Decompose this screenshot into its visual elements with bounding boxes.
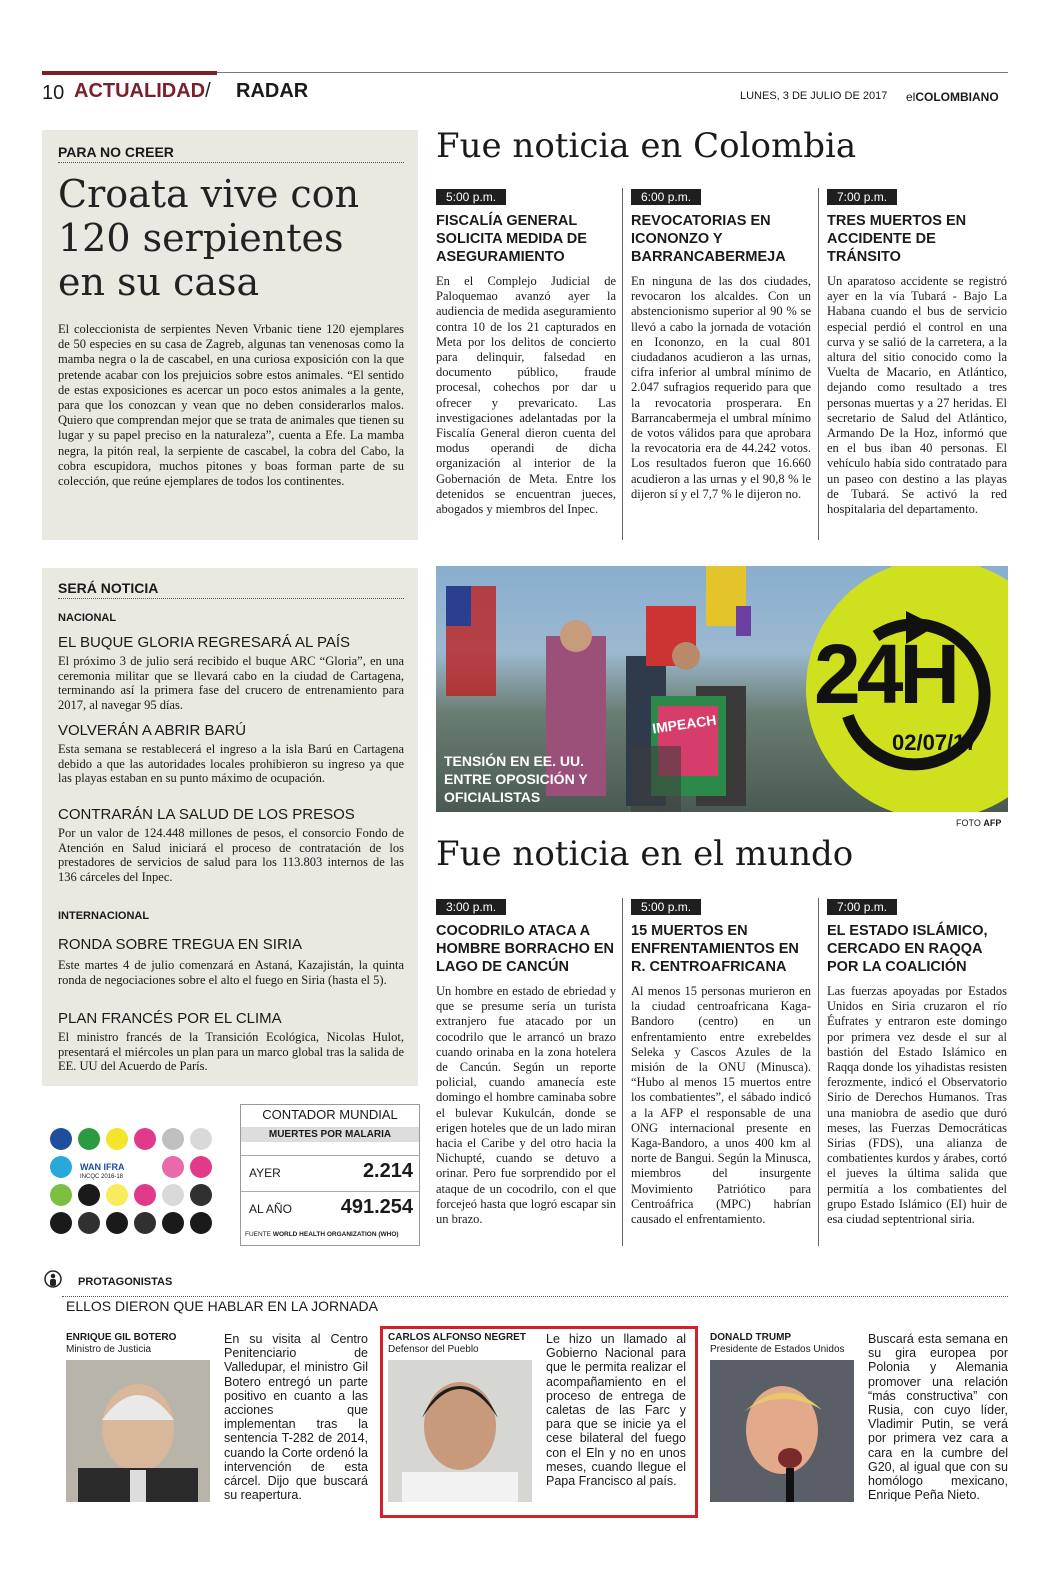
column-divider — [818, 898, 819, 1246]
news-title: EL ESTADO ISLÁMICO, CERCADO EN RAQQA POR LA COALICIÓN — [827, 923, 988, 975]
color-dot — [134, 1184, 156, 1206]
color-dot — [106, 1212, 128, 1234]
sera-noticia-box — [42, 568, 418, 1086]
nacional-label: NACIONAL — [58, 612, 117, 624]
color-dot — [50, 1128, 72, 1150]
protagonist-role: Defensor del Pueblo — [388, 1344, 479, 1355]
para-no-creer-body: El coleccionista de serpientes Neven Vrbanic tiene 120 ejemplares de 50 especies en su casa de Zagreb, algunas tan venenosas como la mamba negra o la de cascabel, en una curiosa exposición con la que pretende acabar con los prejuicios sobre estos animales. “El sentido de estas exposiciones es acercar un poco estos animales a la gente, para que los conozcan y vean que no deben considerarlos malos. Quiero que comprendan mejor que se trata de animales que tienen su lugar y su papel preciso en la naturaleza”, cuenta a Efe. La mamba negra, la pitón real, la serpiente de cascabel, la cobra del Cabo, la cobra escupidora, muchos pitones y boas forman parte de su colección, que reúne ejemplares de todos los continentes. — [58, 322, 404, 489]
color-dot — [190, 1156, 212, 1178]
page-number: 10 — [42, 82, 65, 104]
protagonist-role: Presidente de Estados Unidos — [710, 1344, 845, 1355]
protagonist-role: Ministro de Justicia — [66, 1344, 152, 1355]
news-title: FISCALÍA GENERAL SOLICITA MEDIDA DE ASEGURAMIENTO — [436, 213, 587, 265]
colombia-heading: Fue noticia en Colombia — [436, 126, 857, 166]
color-dot — [190, 1212, 212, 1234]
nacional-2-title: VOLVERÁN A ABRIR BARÚ — [58, 722, 247, 739]
protagonist-name: ENRIQUE GIL BOTERO — [66, 1332, 177, 1343]
contador-title: CONTADOR MUNDIAL — [262, 1107, 398, 1122]
internacional-2-title: PLAN FRANCÉS POR EL CLIMA — [58, 1010, 282, 1027]
column-divider — [622, 188, 623, 540]
news-body: Las fuerzas apoyadas por Estados Unidos en Siria cruzaron el río Éufrates y entraron este domingo por primera vez desde el sur al bastión del Estado Islámico en Raqqa donde los yihadistas resisten ferozmente, indicó el Observatorio Sirio de Derechos Humanos. Tras una maniobra de asedio que duró meses, las Fuerzas Democráticas Sirias (FDS), una alianza de combatientes kurdos y árabes, cortó el jueves la última salida que permitía a los combatientes del grupo Estado Islámico (EI) huir de esa ciudad septentrional siria. — [827, 984, 1007, 1227]
color-dot — [78, 1184, 100, 1206]
protagonist-photo — [710, 1360, 854, 1502]
contador-source: FUENTE WORLD HEALTH ORGANIZATION (WHO) — [245, 1231, 399, 1238]
news-body: En el Complejo Judicial de Paloquemao avanzó ayer la audiencia de medida aseguramiento contra 10 de los 21 capturados en Meta por los delitos de concierto para delinquir, falsedad en documento público, fraude procesal, cohechos por dar u ofrecer y prevaricato. Las investigaciones adelantadas por la Fiscalía General dieron cuenta del modus operandi de dicha organización al interior de la Gobernación de Meta. Entre los detenidos se encuentran jueces, abogados y miembros del Inpec. — [436, 274, 616, 517]
contador-box — [240, 1104, 420, 1246]
colombia-col-2 — [631, 188, 811, 502]
wan-ifra-logo: WAN IFRA — [80, 1162, 125, 1172]
mundo-col-3 — [827, 898, 1007, 1227]
color-dot — [106, 1184, 128, 1206]
nacional-3-body: Por un valor de 124.448 millones de pesos, el consorcio Fondo de Atención en Salud iniciará el proceso de contratación de los prestadores de servicios de salud para los 113.803 internos de las 136 cárceles del Inpec. — [58, 826, 404, 884]
protagonistas-kicker: PROTAGONISTAS — [78, 1276, 173, 1288]
color-dot — [78, 1128, 100, 1150]
news-body: Un aparatoso accidente se registró ayer en la vía Tubará - Bajo La Habana cuando el bus de servicio especial perdió el control en una curva y se salió de la carretera, a la altura del sitio conocido como la Vuelta de Macario, en Atlántico, dejando como resultado a tres personas muertas y a 27 heridas. El secretario de Salud del Atlántico, Armando De la Hoz, informó que en el bus iban 40 personas. El vehículo había sido contratado para un paseo con destino a las playas de Tubará. Se activó la red hospitalaria del departamento. — [827, 274, 1007, 517]
section-title: ACTUALIDAD/ — [74, 80, 211, 102]
protagonist-name: CARLOS ALFONSO NEGRET — [388, 1332, 526, 1343]
badge-date: 02/07/17 — [892, 730, 978, 755]
header-accent-bar — [42, 71, 217, 75]
time-badge: 3:00 p.m. — [436, 899, 506, 915]
wan-ifra-sub: INCQC 2016-18 — [80, 1174, 124, 1180]
news-body: En ninguna de las dos ciudades, revocaron los alcaldes. Con un abstencionismo superior al 90 % se llevó a cabo la jornada de votación en Icononzo, en la cual 801 ciudadanos acudieron a las urnas, cifra inferior al umbral mínimo de 2.047 sufragios requerido para que la revocatoria prosperara. En Barrancabermeja el umbral mínimo de votos válidos para que aprobara la revocatoria era de 44.242 votos. Los resultados fueron que 16.660 acudieron a las urnas y el 90,8 % le dijeron sí y el 7,7 % le dijeron no. — [631, 274, 811, 501]
time-badge: 6:00 p.m. — [631, 189, 701, 205]
nacional-2-body: Esta semana se restablecerá el ingreso a la isla Barú en Cartagena debido a que las autoridades locales prohibieron su ingreso ya que las playas estaban en su punto máximo de ocupación. — [58, 742, 404, 786]
protagonist-1 — [66, 1332, 366, 1502]
badge-24h: 24H — [814, 627, 957, 721]
protagonist-2 — [388, 1332, 692, 1502]
color-dot — [134, 1128, 156, 1150]
colombia-col-1 — [436, 188, 616, 517]
contador-label: AYER — [249, 1166, 281, 1180]
color-dot — [162, 1128, 184, 1150]
person-icon — [44, 1270, 62, 1292]
color-dot — [162, 1156, 184, 1178]
color-dot — [106, 1128, 128, 1150]
mundo-heading: Fue noticia en el mundo — [436, 834, 854, 874]
para-no-creer-title: Croata vive con 120 serpientes en su casa — [58, 172, 360, 304]
color-dot — [134, 1212, 156, 1234]
protagonist-photo — [66, 1360, 210, 1502]
color-dot — [50, 1212, 72, 1234]
protagonist-name: DONALD TRUMP — [710, 1332, 792, 1343]
time-badge: 5:00 p.m. — [436, 189, 506, 205]
protagonist-text: En su visita al Centro Penitenciario de Valledupar, el ministro Gil Botero entregó un parte positivo en cuanto a las acciones que implementan tras la sentencia T-282 de 2014, cuando la Corte ordenó la intervención de esta cárcel. Dijo que buscará su reapertura. — [224, 1332, 368, 1503]
contador-value: 2.214 — [362, 1160, 413, 1182]
contador-label: AL AÑO — [249, 1202, 292, 1216]
news-title: 15 MUERTOS EN ENFRENTAMIENTOS EN R. CENTROAFRICANA — [631, 923, 799, 975]
time-badge: 7:00 p.m. — [827, 899, 897, 915]
color-dot — [78, 1212, 100, 1234]
sign-text: IMPEACH — [651, 711, 718, 737]
contador-row-ayer — [241, 1155, 419, 1188]
internacional-1-title: RONDA SOBRE TREGUA EN SIRIA — [58, 936, 302, 953]
sera-noticia-kicker: SERÁ NOTICIA — [58, 580, 404, 599]
nacional-1-body: El próximo 3 de julio será recibido el buque ARC “Gloria”, en una ceremonia militar que se llevará cabo en la ciudad de Cartagena, terminando así la primera fase del crucero de entrenamiento para 2017, al navegar 95 días. — [58, 654, 404, 712]
para-no-creer-box — [42, 130, 418, 540]
mundo-col-1 — [436, 898, 616, 1227]
time-badge: 7:00 p.m. — [827, 189, 897, 205]
color-dot — [190, 1128, 212, 1150]
dateline: LUNES, 3 DE JULIO DE 2017 — [740, 90, 888, 102]
column-divider — [818, 188, 819, 540]
protagonist-photo — [388, 1360, 532, 1502]
brand-logo: elCOLOMBIANO — [906, 90, 999, 104]
contador-value: 491.254 — [340, 1196, 413, 1218]
internacional-2-body: El ministro francés de la Transición Ecológica, Nicolas Hulot, presentará el miércoles un plan para un marco global tras la salida de EE. UU del Acuerdo de París. — [58, 1030, 404, 1074]
nacional-1-title: EL BUQUE GLORIA REGRESARÁ AL PAÍS — [58, 634, 351, 651]
contador-row-anio — [241, 1191, 419, 1226]
mundo-col-2 — [631, 898, 811, 1227]
news-body: Un hombre en estado de ebriedad y que se presume sería un turista extranjero fue atacado por un cocodrilo que le arrancó un brazo cuando orinaba en la zona hotelera de Cancún. Según un reporte policial, cuando amanecía este domingo el hombre caminaba sobre el bulevar Kukulcán, donde se erigen hoteles que de un lado miran hacia el Caribe y del otro hacia la Nichupté, cuando se detuvo a orinar. Pero fue sorprendido por el ataque de un cocodrilo, con el que forcejeó hasta que logró escapar sin un brazo. — [436, 984, 616, 1227]
protagonistas-rule — [62, 1296, 1008, 1297]
subsection-title: RADAR — [236, 80, 309, 102]
photo-caption: TENSIÓN EN EE. UU. ENTRE OPOSICIÓN Y OFICIALISTAS — [444, 753, 588, 805]
time-badge: 5:00 p.m. — [631, 899, 701, 915]
contador-subtitle: MUERTES POR MALARIA — [241, 1127, 419, 1142]
color-dot — [190, 1184, 212, 1206]
protest-photo — [436, 566, 1008, 812]
photo-credit: FOTO AFP — [956, 818, 1002, 828]
color-dot — [162, 1184, 184, 1206]
color-dot — [50, 1184, 72, 1206]
internacional-1-body: Este martes 4 de julio comenzará en Astaná, Kazajistán, la quinta ronda de negociaciones sobre el alto el fuego en Siria (hasta el 5). — [58, 958, 404, 987]
news-title: REVOCATORIAS EN ICONONZO Y BARRANCABERMEJA — [631, 213, 786, 265]
color-control-bar — [50, 1128, 218, 1240]
protagonistas-heading: ELLOS DIERON QUE HABLAR EN LA JORNADA — [66, 1298, 378, 1314]
color-dot — [50, 1156, 72, 1178]
internacional-label: INTERNACIONAL — [58, 910, 150, 922]
colombia-col-3 — [827, 188, 1007, 517]
protagonist-text: Le hizo un llamado al Gobierno Nacional para que le permita realizar el acompañamiento en el proceso de entrega de caletas de las Farc y para que se inicie ya el cese bilateral del fuego con el Eln y no en unos meses, cuando llegue el Papa Francisco al país. — [546, 1332, 686, 1489]
protagonist-text: Buscará esta semana en su gira europea por Polonia y Alemania promover una relación “más constructiva” con Rusia, con cuyo líder, Vladimir Putin, se verá por primera vez cara a cara en la cumbre del G20, al igual que con su homólogo mexicano, Enrique Peña Nieto. — [868, 1332, 1008, 1503]
news-body: Al menos 15 personas murieron en la ciudad centroafricana Kaga-Bandoro (centro) en un enfrentamiento entre exrebeldes Seleka y Cascos Azules de la misión de la ONU (Minusca). “Hubo al menos 15 muertos entre los combatientes”, el sábado indicó a la AFP el responsable de una ONG internacional presente en Kaga-Bandoro, a unos 400 km al norte de Bangui. Según la Minusca, miembros del insurgente Movimiento Patriótico para Centroáfrica (MPC) habrían causado el enfrentamiento. — [631, 984, 811, 1227]
nacional-3-title: CONTRARÁN LA SALUD DE LOS PRESOS — [58, 806, 355, 823]
news-title: COCODRILO ATACA A HOMBRE BORRACHO EN LAGO DE CANCÚN — [436, 923, 615, 975]
color-dot — [162, 1212, 184, 1234]
news-title: TRES MUERTOS EN ACCIDENTE DE TRÁNSITO — [827, 213, 967, 265]
para-no-creer-kicker: PARA NO CREER — [58, 144, 404, 163]
protagonist-3 — [710, 1332, 1008, 1502]
column-divider — [622, 898, 623, 1246]
